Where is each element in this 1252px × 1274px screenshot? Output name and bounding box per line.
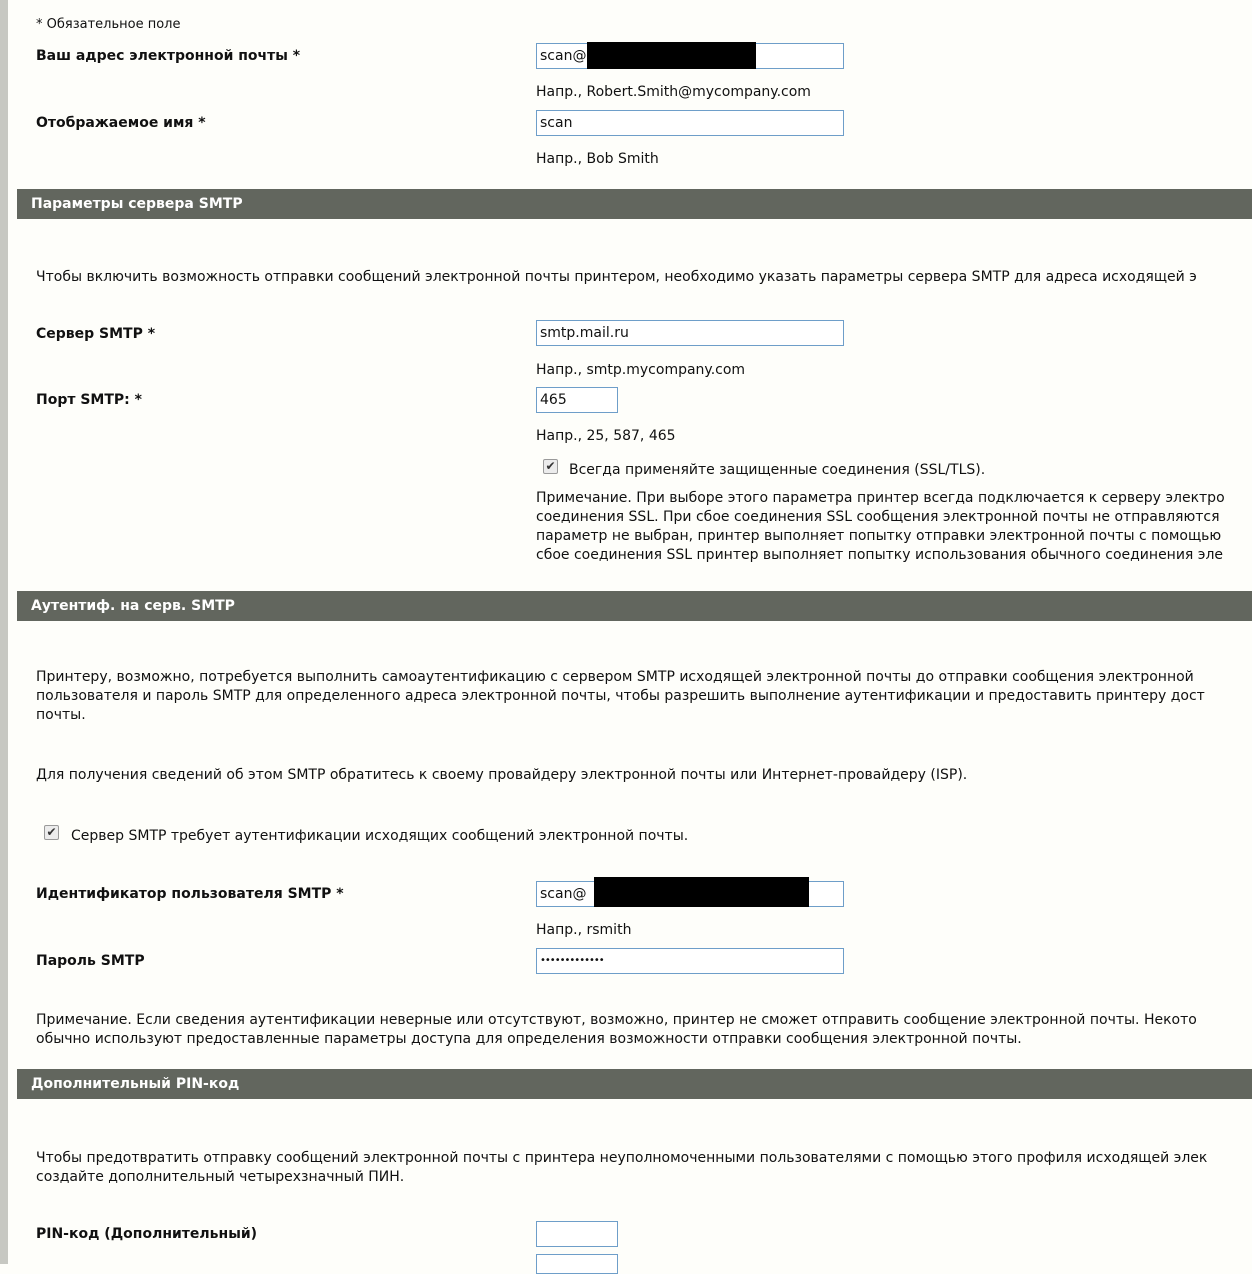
email-label: Ваш адрес электронной почты * [36,48,301,64]
smtp-port-input-value: 465 [540,392,567,408]
ssl-note-line: Примечание. При выборе этого параметра принтер всегда подключается к серверу электро [536,490,1225,506]
auth-intro-line: пользователя и пароль SMTP для определенного адреса электронной почты, чтобы разрешить выполнение аутентификации и предоставить принтеру дост [36,688,1205,704]
smtp-server-input[interactable] [536,320,844,346]
display-name-label: Отображаемое имя * [36,115,206,131]
display-name-hint: Напр., Bob Smith [536,151,659,167]
smtp-intro-text: Чтобы включить возможность отправки сообщений электронной почты принтером, необходимо указать параметры сервера SMTP для адреса исходящей э [36,269,1197,285]
redaction-bar [587,42,756,69]
auth-section-header: Аутентиф. на серв. SMTP [17,591,1252,621]
smtp-server-input-value: smtp.mail.ru [540,325,629,341]
smtp-server-hint: Напр., smtp.mycompany.com [536,362,746,378]
ssl-note-line: параметр не выбран, принтер выполняет попытку отправки электронной почты с помощью [536,528,1222,544]
auth-note-text [36,1011,1252,1049]
auth-note-line: Примечание. Если сведения аутентификации неверные или отсутствуют, возможно, принтер не сможет отправить сообщение электронной почты. Некото [36,1012,1197,1028]
pin-confirm-input[interactable] [536,1254,618,1274]
smtp-user-label: Идентификатор пользователя SMTP * [36,886,344,902]
auth-intro-line: Принтеру, возможно, потребуется выполнить самоаутентификацию с сервером SMTP исходящей электронной почты до отправки сообщения электронной [36,669,1194,685]
isp-info-text: Для получения сведений об этом SMTP обратитесь к своему провайдеру электронной почты или Интернет-провайдеру (ISP). [36,767,968,783]
pin-intro-text [36,1149,1252,1187]
pin-input[interactable] [536,1221,618,1247]
smtp-password-input-value: ••••••••••••• [540,955,604,966]
ssl-checkbox-label: Всегда применяйте защищенные соединения (SSL/TLS). [569,462,986,478]
smtp-user-input-value: scan@ [540,886,587,902]
ssl-checkbox[interactable]: ✔ [543,459,558,474]
pin-intro-line: Чтобы предотвратить отправку сообщений электронной почты с принтера неуполномоченными пользователями с помощью этого профиля исходящей элек [36,1150,1208,1166]
email-input-value: scan@ [540,48,587,64]
smtp-server-label: Сервер SMTP * [36,326,156,342]
required-field-note: * Обязательное поле [36,17,181,32]
smtp-section-header: Параметры сервера SMTP [17,189,1252,219]
display-name-input-value: scan [540,115,573,131]
left-border [0,0,8,1264]
auth-intro-line: почты. [36,707,86,723]
ssl-note [536,489,1252,565]
email-hint: Напр., Robert.Smith@mycompany.com [536,84,811,100]
smtp-password-label: Пароль SMTP [36,953,145,969]
auth-required-checkbox[interactable]: ✔ [44,825,59,840]
ssl-note-line: соединения SSL. При сбое соединения SSL сообщения электронной почты не отправляются [536,509,1220,525]
auth-required-checkbox-label: Сервер SMTP требует аутентификации исходящих сообщений электронной почты. [71,828,689,844]
display-name-input[interactable] [536,110,844,136]
smtp-user-hint: Напр., rsmith [536,922,632,938]
ssl-note-line: сбое соединения SSL принтер выполняет попытку использования обычного соединения эле [536,547,1224,563]
pin-section-header: Дополнительный PIN-код [17,1069,1252,1099]
smtp-password-input[interactable] [536,948,844,974]
redaction-bar [594,877,809,907]
smtp-port-label: Порт SMTP: * [36,392,142,408]
pin-intro-line: создайте дополнительный четырехзначный ПИН. [36,1169,405,1185]
smtp-port-input[interactable] [536,387,618,413]
smtp-port-hint: Напр., 25, 587, 465 [536,428,676,444]
pin-label: PIN-код (Дополнительный) [36,1226,258,1242]
auth-note-line: обычно используют предоставленные параметры доступа для определения возможности отправки сообщения электронной почты. [36,1031,1022,1047]
auth-intro-text [36,668,1252,725]
